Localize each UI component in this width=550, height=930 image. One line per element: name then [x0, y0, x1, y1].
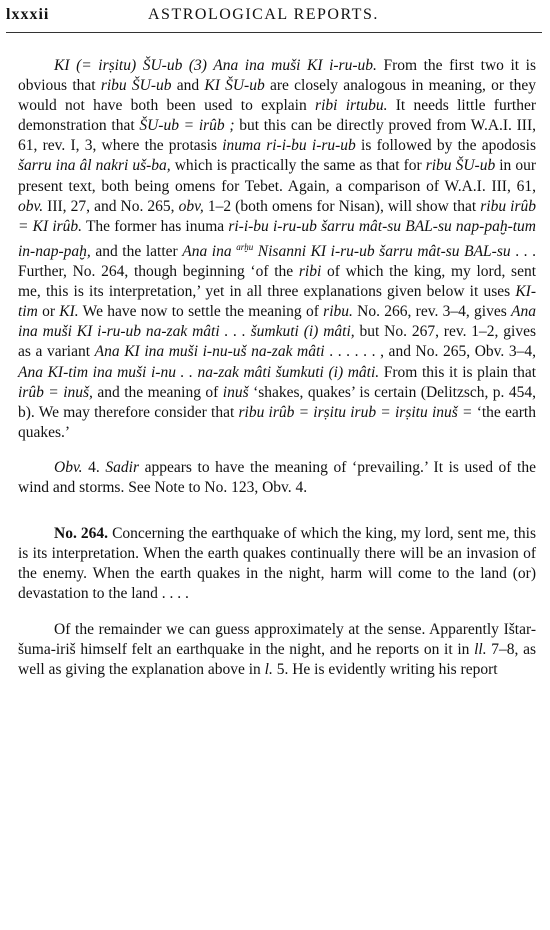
text-segment: ribi irtubu.: [315, 97, 388, 115]
text-segment: appears to have the meaning of ‘prevailing.’ It is used of the wind and storms. See Note to No. 123, Obv. 4.: [18, 458, 536, 497]
text-segment: Ana ina muši KI i-ru-ub na-zak mâti . . . šumkuti (i) mâti,: [18, 303, 536, 341]
text-segment: are closely analogous in meaning, or they would not have both been used to explain: [18, 77, 536, 115]
page-number: lxxxii: [6, 6, 50, 23]
paragraph-p4: [18, 620, 536, 680]
text-segment: but this can be directly proved from W.A.I. III, 61, rev. I, 3, where the protasis: [18, 117, 536, 155]
page-body: [18, 56, 536, 680]
text-segment: ribu ŠU-ub: [425, 157, 496, 175]
text-segment: ribu ŠU-ub: [100, 77, 172, 95]
text-segment: and: [171, 77, 205, 95]
text-segment: Nisanni KI i-ru-ub šarru mât-su BAL-su: [253, 243, 511, 260]
text-segment: irûb = inuš,: [18, 383, 93, 401]
running-header: [6, 6, 542, 30]
text-segment: Ana KI ina muši i-nu-uš na-zak mâti: [94, 343, 325, 361]
text-segment: obv.: [18, 197, 44, 215]
text-segment: 1–2 (both omens for Nisan), will show that: [203, 197, 481, 215]
text-segment: Sadir: [105, 458, 139, 476]
text-segment: ribi: [298, 263, 322, 281]
text-segment: From this it is plain that: [379, 363, 537, 381]
text-segment: From the first two it is obvious that: [18, 57, 536, 95]
text-segment: We have now to settle the meaning of: [78, 303, 324, 321]
text-segment: No. 264.: [54, 525, 109, 543]
text-segment: and the meaning of: [92, 383, 223, 401]
text-segment: šarru ina âl nakri uš-ba,: [18, 157, 171, 175]
text-segment: KI (= irṣitu) ŠU-ub (3) Ana ina muši KI i-ru-ub.: [54, 57, 377, 74]
text-segment: Obv.: [54, 458, 83, 476]
running-title: ASTROLOGICAL REPORTS.: [148, 6, 379, 23]
text-segment: of which the king, my lord, sent me, this is its interpretation,’ yet in all three explanations given below it uses: [18, 263, 537, 301]
paragraph-gap: [18, 605, 536, 620]
text-segment: . . . Further, No. 264, though beginning ‘of the: [18, 243, 536, 281]
text-segment: KI.: [59, 303, 79, 321]
text-segment: which is practically the same as that for: [170, 157, 426, 175]
text-segment: ribu irûb = irṣitu irub = irṣitu inuš =: [238, 403, 473, 421]
text-segment: ‘shakes, quakes’ is certain (Delitzsch, p. 454, b). We may therefore consider that: [18, 383, 537, 421]
text-segment: No. 266, rev. 3–4, gives: [352, 303, 512, 321]
text-segment: Concerning the earthquake of which the king, my lord, sent me, this is its interpretation. When the earth quakes continually there will be an invasion of the enemy. When the earth quakes in the night, harm will come to the land (or) devastation to the land . . . .: [18, 525, 536, 603]
text-segment: ribu.: [323, 303, 353, 321]
text-segment: inuma ri-i-bu i-ru-ub: [222, 137, 356, 155]
text-segment: KI-tim: [18, 283, 536, 321]
text-segment: 4.: [82, 458, 106, 476]
text-segment: ribu irûb = KI irûb.: [18, 197, 536, 235]
text-segment: ŠU-ub = irûb ;: [139, 117, 235, 135]
text-segment: It needs little further demonstration that: [18, 97, 536, 135]
text-segment: Ana ina: [182, 243, 237, 260]
text-segment: l.: [264, 660, 273, 678]
text-segment: 5. He is evidently writing his report: [272, 660, 498, 678]
text-segment: arḫu: [236, 241, 254, 252]
text-segment: Of the remainder we can guess approximately at the sense. Apparently Ištar-šuma-iriš himself felt an earthquake in the night, and he reports on it in: [18, 620, 536, 658]
header-rule: [6, 32, 542, 33]
text-segment: ri-i-bu i-ru-ub šarru mât-su BAL-su nap-paḫ-tum in-nap-paḫ,: [18, 217, 536, 260]
text-segment: The former has inuma: [82, 217, 229, 235]
text-segment: but No. 267, rev. 1–2, gives as a variant: [18, 323, 536, 361]
text-segment: is followed by the apodosis: [355, 137, 536, 155]
paragraph-p1: [18, 56, 536, 443]
text-segment: inuš: [222, 383, 249, 401]
paragraph-p3: [18, 524, 536, 604]
text-segment: KI ŠU-ub: [204, 77, 265, 95]
text-segment: and the latter: [90, 243, 183, 260]
text-segment: or: [37, 303, 60, 321]
paragraph-gap: [18, 498, 536, 524]
text-segment: Ana KI-tim ina muši i-nu . . na-zak mâti šumkuti (i) mâti.: [18, 363, 380, 381]
text-segment: ‘the earth quakes.’: [18, 403, 536, 441]
text-segment: obv,: [178, 197, 204, 215]
text-segment: III, 27, and No. 265,: [43, 197, 179, 215]
paragraph-p2: [18, 458, 536, 498]
paragraph-gap: [18, 443, 536, 458]
text-segment: . . . . . . , and No. 265, Obv. 3–4,: [324, 343, 536, 361]
text-segment: ll.: [474, 640, 487, 658]
text-segment: 7–8, as well as giving the explanation above in: [18, 640, 536, 678]
text-segment: in our present text, both being omens for Tebet. Again, a comparison of W.A.I. III, 61,: [18, 157, 537, 195]
